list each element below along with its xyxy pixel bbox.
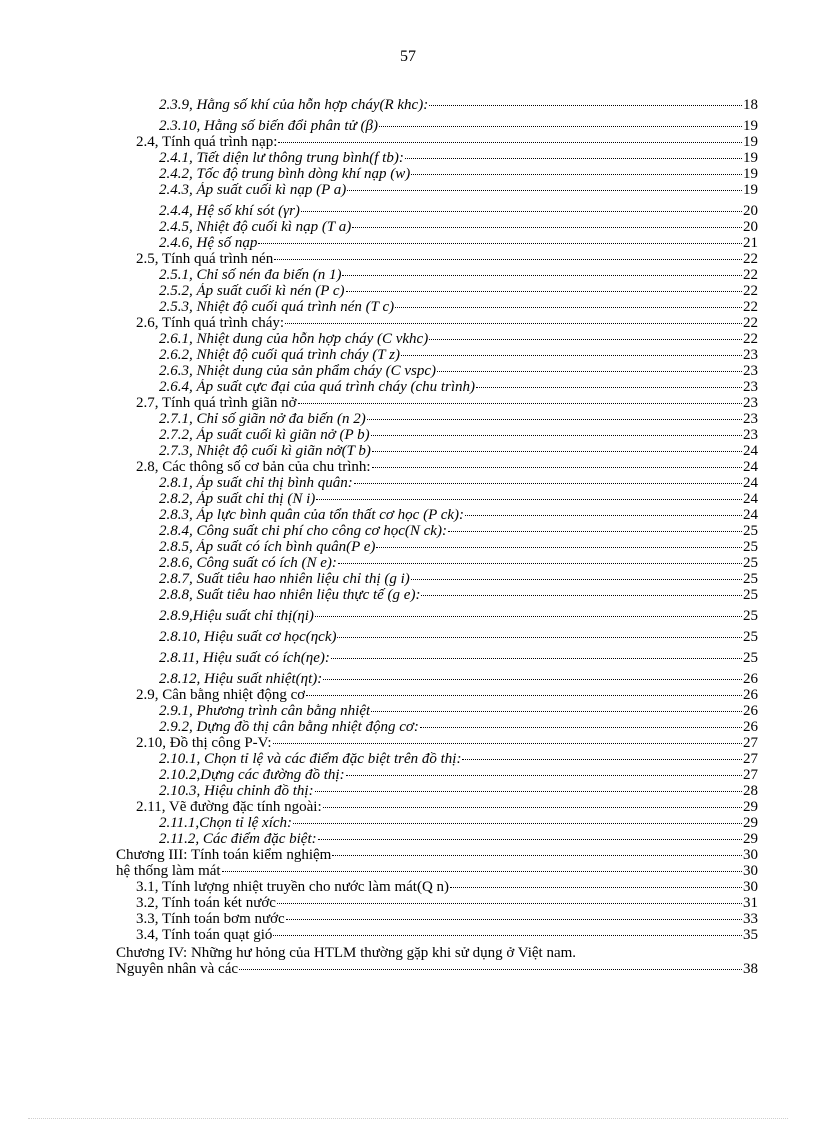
table-of-contents [116,97,758,977]
toc-entry-page: 25 [743,539,758,555]
toc-entry [116,459,758,475]
toc-entry-page: 28 [743,783,758,799]
toc-entry [116,475,758,491]
dot-leader [346,775,742,776]
toc-entry-label: 2.8.6, Công suất có ích (N e): [159,555,337,571]
toc-entry-label: 2.8.9,Hiệu suất chỉ thị(ηi) [159,608,314,624]
toc-entry-label: 2.5.3, Nhiệt độ cuối quá trình nén (T c) [159,299,395,315]
toc-entry-page: 24 [743,443,758,459]
toc-entry-label: Chương III: Tính toán kiểm nghiệm [116,847,332,863]
toc-entry-page: 23 [743,395,758,411]
toc-entry [116,427,758,443]
toc-entry-page: 22 [743,315,758,331]
toc-entry-label: 3.4, Tính toán quạt gió [136,927,273,943]
toc-entry-label: 2.10.2,Dựng các đường đồ thị: [159,767,345,783]
toc-entry-page: 22 [743,251,758,267]
toc-entry-label: 2.8.4, Công suất chi phí cho công cơ học(N ck): [159,523,447,539]
toc-entry-label: 2.5.2, Áp suất cuối kì nén (P c) [159,283,345,299]
toc-entry-page: 23 [743,347,758,363]
toc-entry-page: 19 [743,134,758,150]
toc-entry-page: 25 [743,555,758,571]
toc-entry [116,847,758,863]
toc-entry [116,134,758,150]
toc-entry-label: 2.8.12, Hiệu suất nhiệt(ηt): [159,671,323,687]
toc-entry-label: hệ thống làm mát [116,863,221,879]
toc-entry-page: 24 [743,507,758,523]
dot-leader [411,579,742,580]
toc-entry-page: 35 [743,927,758,943]
toc-entry-page: 25 [743,650,758,666]
toc-entry-label: 2.8.3, Áp lực bình quân của tổn thất cơ học (P ck): [159,507,465,523]
toc-entry [116,735,758,751]
toc-entry-page: 27 [743,751,758,767]
toc-entry [116,363,758,379]
dot-leader [429,105,742,106]
toc-entry-page: 29 [743,799,758,815]
toc-entry-label: 3.3, Tính toán bơm nước [136,911,285,927]
toc-entry-label: 2.4.1, Tiết diện lư thông trung bình(f tb): [159,150,404,166]
toc-entry [116,347,758,363]
dot-leader [395,307,742,308]
toc-entry-page: 24 [743,475,758,491]
toc-entry-label: 2.6.4, Áp suất cực đại của quá trình cháy (chu trình) [159,379,476,395]
dot-leader [352,227,742,228]
toc-entry [116,799,758,815]
toc-entry-page: 25 [743,571,758,587]
toc-entry-page: 25 [743,629,758,645]
toc-entry-label: 2.9.2, Dựng đồ thị cân bằng nhiệt động cơ: [159,719,419,735]
toc-entry-label: 2.8.5, Áp suất có ích bình quân(P e) [159,539,376,555]
toc-entry-page: 30 [743,879,758,895]
dot-leader [465,515,742,516]
toc-entry-label: 2.8.10, Hiệu suất cơ học(ηck) [159,629,337,645]
toc-entry-page: 22 [743,299,758,315]
dot-leader [346,291,742,292]
toc-entry-label: 3.1, Tính lượng nhiệt truyền cho nước làm mát(Q n) [136,879,450,895]
toc-entry [116,331,758,347]
toc-entry [116,379,758,395]
toc-entry-page: 19 [743,118,758,134]
dot-leader [411,174,742,175]
toc-entry [116,961,758,977]
toc-entry-label: 2.3.10, Hằng số biến đổi phân tử (β) [159,118,378,134]
page-number: 57 [400,48,416,65]
toc-entry [116,507,758,523]
toc-entry [116,608,758,624]
dot-leader [347,190,742,191]
dot-leader [376,547,742,548]
toc-entry-page: 23 [743,411,758,427]
dot-leader [372,451,742,452]
toc-entry [116,815,758,831]
toc-entry-label: 2.4.4, Hệ số khí sót (γr) [159,203,300,219]
toc-entry-label: 2.8.8, Suất tiêu hao nhiên liệu thực tế (g e): [159,587,421,603]
toc-entry-page: 30 [743,847,758,863]
toc-entry [116,267,758,283]
toc-entry-page: 23 [743,427,758,443]
dot-leader [293,823,742,824]
toc-entry-page: 21 [743,235,758,251]
toc-entry-label: 3.2, Tính toán két nước [136,895,276,911]
dot-leader [401,355,742,356]
dot-leader [379,126,742,127]
toc-entry-label: 2.10.1, Chọn tỉ lệ và các điểm đặc biệt trên đồ thị: [159,751,462,767]
toc-entry [116,831,758,847]
dot-leader [258,243,742,244]
dot-leader [298,403,742,404]
dot-leader [421,595,742,596]
toc-entry-label: 2.4.6, Hệ số nạp [159,235,258,251]
dot-leader [342,275,742,276]
toc-entry [116,783,758,799]
dot-leader [277,903,742,904]
toc-entry-label: 2.11.2, Các điểm đặc biệt: [159,831,317,847]
toc-entry-page: 24 [743,491,758,507]
toc-entry-label-line1: Chương IV: Những hư hỏng của HTLM thường gặp khi sử dụng ở Việt nam. [116,945,577,961]
dot-leader [337,637,742,638]
toc-entry [116,395,758,411]
toc-entry [116,182,758,198]
dot-leader [338,563,742,564]
toc-entry [116,166,758,182]
toc-entry [116,539,758,555]
toc-entry [116,703,758,719]
toc-entry-label: 2.7.3, Nhiệt độ cuối kì giãn nở(T b) [159,443,371,459]
dot-leader [318,839,742,840]
toc-entry-label: 2.6.1, Nhiệt dung của hỗn hợp cháy (C vkhc) [159,331,429,347]
toc-entry [116,315,758,331]
toc-entry [116,751,758,767]
toc-entry-page: 27 [743,735,758,751]
toc-entry [116,411,758,427]
dot-leader [367,419,742,420]
toc-entry [116,671,758,687]
dot-leader [239,969,742,970]
toc-entry-label: 2.8, Các thông số cơ bản của chu trình: [136,459,371,475]
toc-entry-label: 2.7, Tính quá trình giãn nở [136,395,297,411]
dot-leader [448,531,742,532]
toc-entry-page: 31 [743,895,758,911]
toc-entry [116,150,758,166]
dot-leader [405,158,742,159]
toc-entry-label: 2.5, Tính quá trình nén [136,251,274,267]
toc-entry [116,203,758,219]
toc-entry-label: 2.4.3, Áp suất cuối kì nạp (P a) [159,182,347,198]
toc-entry-page: 22 [743,331,758,347]
toc-entry-page: 23 [743,379,758,395]
dot-leader [286,919,742,920]
toc-entry [116,235,758,251]
toc-entry [116,767,758,783]
dot-leader [332,855,742,856]
toc-entry-label: 2.8.2, Áp suất chỉ thị (N i) [159,491,316,507]
toc-entry-label: 2.9.1, Phương trình cân bằng nhiệt [159,703,371,719]
dot-leader [437,371,742,372]
dot-leader [462,759,742,760]
toc-entry-page: 29 [743,831,758,847]
dot-leader [331,658,742,659]
toc-entry [116,523,758,539]
dot-leader [273,935,742,936]
dot-leader [315,791,742,792]
dot-leader [420,727,742,728]
footer-rule [28,1118,788,1119]
toc-entry-label: 2.4.2, Tốc độ trung bình dòng khí nạp (w) [159,166,411,182]
toc-entry-label: 2.6.3, Nhiệt dung của sản phẩm cháy (C vspc) [159,363,437,379]
toc-entry-page: 20 [743,219,758,235]
toc-entry [116,895,758,911]
toc-entry-page: 22 [743,267,758,283]
toc-entry [116,555,758,571]
dot-leader [274,259,742,260]
toc-entry [116,927,758,943]
dot-leader [285,323,742,324]
dot-leader [450,887,742,888]
toc-entry [116,629,758,645]
toc-entry-label: 2.11, Vẽ đường đặc tính ngoài: [136,799,322,815]
toc-entry [116,719,758,735]
dot-leader [316,499,742,500]
toc-entry-page: 20 [743,203,758,219]
toc-entry [116,219,758,235]
dot-leader [429,339,742,340]
toc-entry-label: 2.11.1,Chọn tỉ lệ xích: [159,815,293,831]
toc-entry [116,687,758,703]
toc-entry-page: 26 [743,719,758,735]
toc-entry-label: 2.7.2, Áp suất cuối kì giãn nở (P b) [159,427,370,443]
toc-entry-page: 25 [743,608,758,624]
dot-leader [371,435,742,436]
toc-entry-page: 29 [743,815,758,831]
toc-entry-label: 2.8.7, Suất tiêu hao nhiên liệu chỉ thị (g i) [159,571,410,587]
toc-entry [116,283,758,299]
toc-entry-page: 23 [743,363,758,379]
toc-entry-label: 2.4.5, Nhiệt độ cuối kì nạp (T a) [159,219,352,235]
toc-entry-page: 26 [743,671,758,687]
toc-entry-page: 38 [743,961,758,977]
dot-leader [306,695,742,696]
toc-entry-label: 2.9, Cân bằng nhiệt động cơ [136,687,306,703]
dot-leader [371,711,742,712]
toc-entry [116,879,758,895]
toc-entry-page: 19 [743,150,758,166]
toc-entry-page: 26 [743,687,758,703]
dot-leader [372,467,742,468]
toc-entry-page: 19 [743,166,758,182]
toc-entry-page: 24 [743,459,758,475]
toc-entry-page: 26 [743,703,758,719]
toc-entry-label: 2.3.9, Hằng số khí của hỗn hợp cháy(R khc): [159,97,429,113]
toc-entry-label: 2.4, Tính quá trình nạp: [136,134,278,150]
toc-entry-label: 2.8.1, Áp suất chỉ thị bình quân: [159,475,353,491]
dot-leader [476,387,742,388]
toc-entry-label: 2.5.1, Chỉ số nén đa biến (n 1) [159,267,342,283]
toc-entry-label: 2.6.2, Nhiệt độ cuối quá trình cháy (T z) [159,347,400,363]
toc-entry-page: 22 [743,283,758,299]
dot-leader [301,211,742,212]
toc-entry-label: 2.10.3, Hiệu chỉnh đồ thị: [159,783,314,799]
toc-entry-label: 2.10, Đồ thị công P-V: [136,735,272,751]
toc-entry [116,863,758,879]
toc-entry-page: 30 [743,863,758,879]
toc-entry-page: 18 [743,97,758,113]
dot-leader [273,743,742,744]
toc-entry-label: 2.6, Tính quá trình cháy: [136,315,285,331]
toc-entry-page: 25 [743,587,758,603]
toc-entry [116,97,758,113]
toc-entry-label: 2.7.1, Chỉ số giãn nở đa biến (n 2) [159,411,366,427]
toc-entry [116,118,758,134]
dot-leader [222,871,742,872]
dot-leader [354,483,742,484]
toc-entry-label: 2.8.11, Hiệu suất có ích(ηe): [159,650,330,666]
toc-entry [116,911,758,927]
toc-entry [116,443,758,459]
toc-entry [116,650,758,666]
toc-entry-page: 33 [743,911,758,927]
toc-entry [116,251,758,267]
toc-entry-page: 19 [743,182,758,198]
toc-entry [116,491,758,507]
toc-entry [116,571,758,587]
toc-entry-page: 25 [743,523,758,539]
toc-entry-page: 27 [743,767,758,783]
dot-leader [278,142,742,143]
dot-leader [323,679,742,680]
toc-entry-label-line2: Nguyên nhân và các [116,961,239,977]
toc-entry [116,299,758,315]
dot-leader [323,807,742,808]
dot-leader [315,616,742,617]
toc-entry [116,587,758,603]
